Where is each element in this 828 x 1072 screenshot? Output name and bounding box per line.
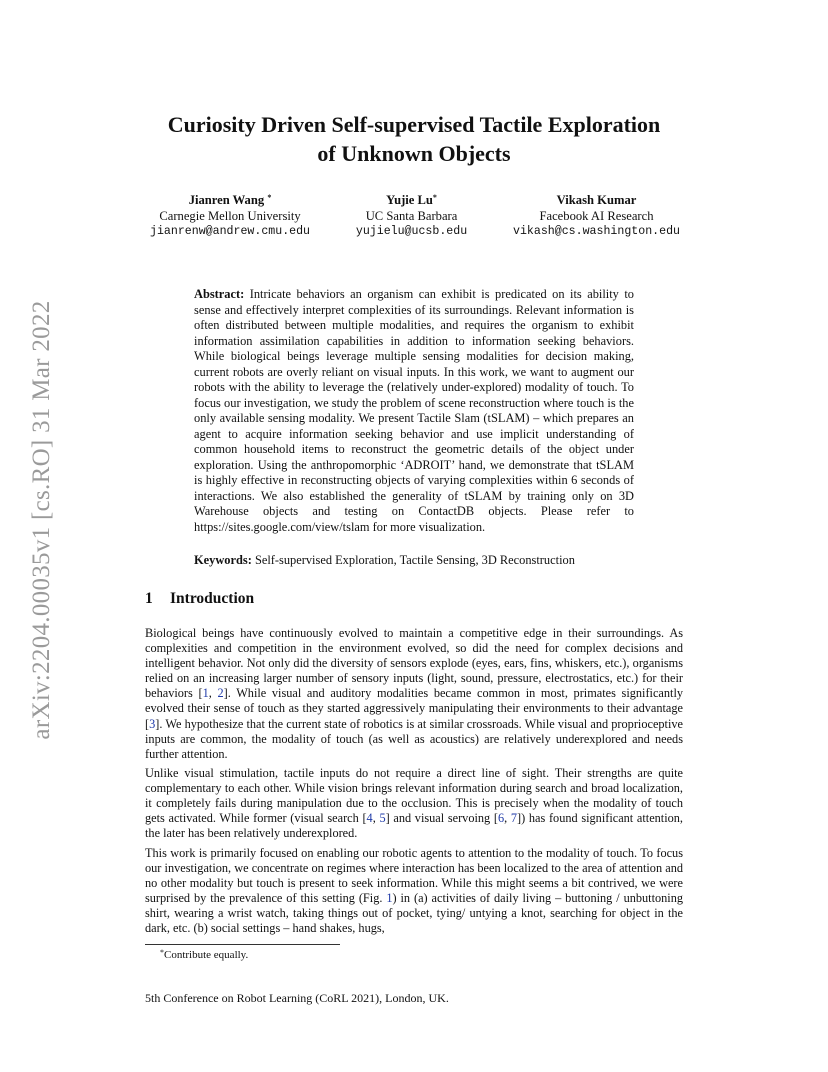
section-title: Introduction [170,590,255,607]
author-email: yujielu@ucsb.edu [355,225,468,238]
figure-reference-link[interactable]: 1 [386,891,393,906]
author-affiliation: Facebook AI Research [539,209,654,223]
venue-note: 5th Conference on Robot Learning (CoRL 2021), London, UK. [145,991,449,1005]
intro-paragraph-2: Unlike visual stimulation, tactile inputs do not require a direct line of sight. Their strengths are quite complementary to each other. While vision brings relevant information during search and broad localization, it completely fails during manipulation due to the occlusion. This is precisely when the modality of touch gets activated. While former (visual search [4, 5] and visual servoing [6, 7]) has found significant attention, the later has been relatively underexplored. [145,766,683,841]
arxiv-identifier: arXiv:2204.00035v1 [cs.RO] 31 Mar 2022 [28,300,55,740]
author-3 [513,192,680,240]
author-name: Jianren Wang * [188,193,272,207]
keywords-text: Self-supervised Exploration, Tactile Sensing, 3D Reconstruction [254,553,575,567]
arxiv-side-stamp [22,280,62,760]
citation-link[interactable]: 7 [510,811,518,826]
author-name: Yujie Lu* [386,193,437,207]
citation-link[interactable]: 6 [497,811,505,826]
author-affiliation: Carnegie Mellon University [159,209,301,223]
citation-link[interactable]: 1 [202,686,209,701]
footnote [160,948,248,962]
title-line-2: of Unknown Objects [317,141,511,166]
section-heading [145,590,254,608]
author-2 [356,192,467,240]
abstract-text: Intricate behaviors an organism can exhibit is predicated on its ability to sense and effectively interpret complexities of its surroundings. Relevant information is often distributed between multiple modalities, and requires the organism to exhibit information assimilation capabilities in addition to information seeking behaviors. While biological beings leverage multiple sensing modalities for decision making, current robots are overly reliant on visual inputs. In this work, we want to augment our robots with the ability to leverage the (relatively under-explored) modality of touch. To focus our investigation, we study the problem of scene reconstruction where touch is the only available sensing modality. We present Tactile Slam (tSLAM) – which prepares an agent to acquire information seeking behavior and use implicit understanding of common household items to reconstruct the geometric details of the object under exploration. Using the anthropomorphic ‘ADROIT’ hand, we demonstrate that tSLAM is highly effective in reconstructing objects of varying complexities within 6 seconds of interactions. We also established the generality of tSLAM by training only on 3D Warehouse objects and testing on ContactDB objects. Please refer to https://sites.google.com/view/tslam for more visualization. [194,287,634,534]
citation-link[interactable]: 5 [379,811,386,826]
title-line-1: Curiosity Driven Self-supervised Tactile Exploration [167,112,661,137]
keywords-label: Keywords: [194,553,252,567]
citation-link[interactable]: 3 [149,716,156,731]
author-email: jianrenw@andrew.cmu.edu [150,225,311,238]
footnote-divider [145,944,340,945]
citation-link[interactable]: 2 [217,686,224,701]
footnote-mark: * [160,948,164,957]
author-name: Vikash Kumar [556,193,637,207]
paper-title [100,110,728,168]
author-block [150,192,680,240]
footnote-text: Contribute equally. [164,949,249,961]
author-email: vikash@cs.washington.edu [513,225,680,238]
author-1 [150,192,310,240]
section-number: 1 [145,590,153,607]
citation-link[interactable]: 4 [366,811,373,826]
intro-paragraph-3: This work is primarily focused on enabling our robotic agents to attention to the modality of touch. To focus our investigation, we concentrate on regimes where interaction has been localized to the area of attention and no other modality but touch is present to seek information. While this might seems a bit contrived, we were surprised by the prevalence of this setting (Fig. 1) in (a) activities of daily living – buttoning / unbuttoning shirt, wearing a wrist watch, taking things out of pocket, tying/ untying a knot, searching for object in the dark, etc. (b) social settings – hand shakes, hugs, [145,846,684,936]
intro-paragraph-1: Biological beings have continuously evolved to maintain a competitive edge in their surroundings. As complexities and competition in the environment evolved, so did the need for complex decisions and intelligent behavior. Not only did the diversity of sensors explode (eyes, ears, fins, whiskers, etc.), organisms relied on an increasing larger number of sensory inputs (light, sound, pressure, electrostatics, etc.) for their behaviors [1, 2]. While visual and auditory modalities became common in most, primates significantly evolved their sense of touch as they started aggressively manipulating their environments to their advantage [3]. We hypothesize that the current state of robotics is at similar crossroads. While visual and proprioceptive inputs are common, the modality of touch (as well as acoustics) are relatively underexplored and needs further attention. [145,626,684,761]
author-affiliation: UC Santa Barbara [365,209,458,223]
abstract-label: Abstract: [194,287,245,301]
abstract [194,287,634,535]
keywords [194,553,634,569]
